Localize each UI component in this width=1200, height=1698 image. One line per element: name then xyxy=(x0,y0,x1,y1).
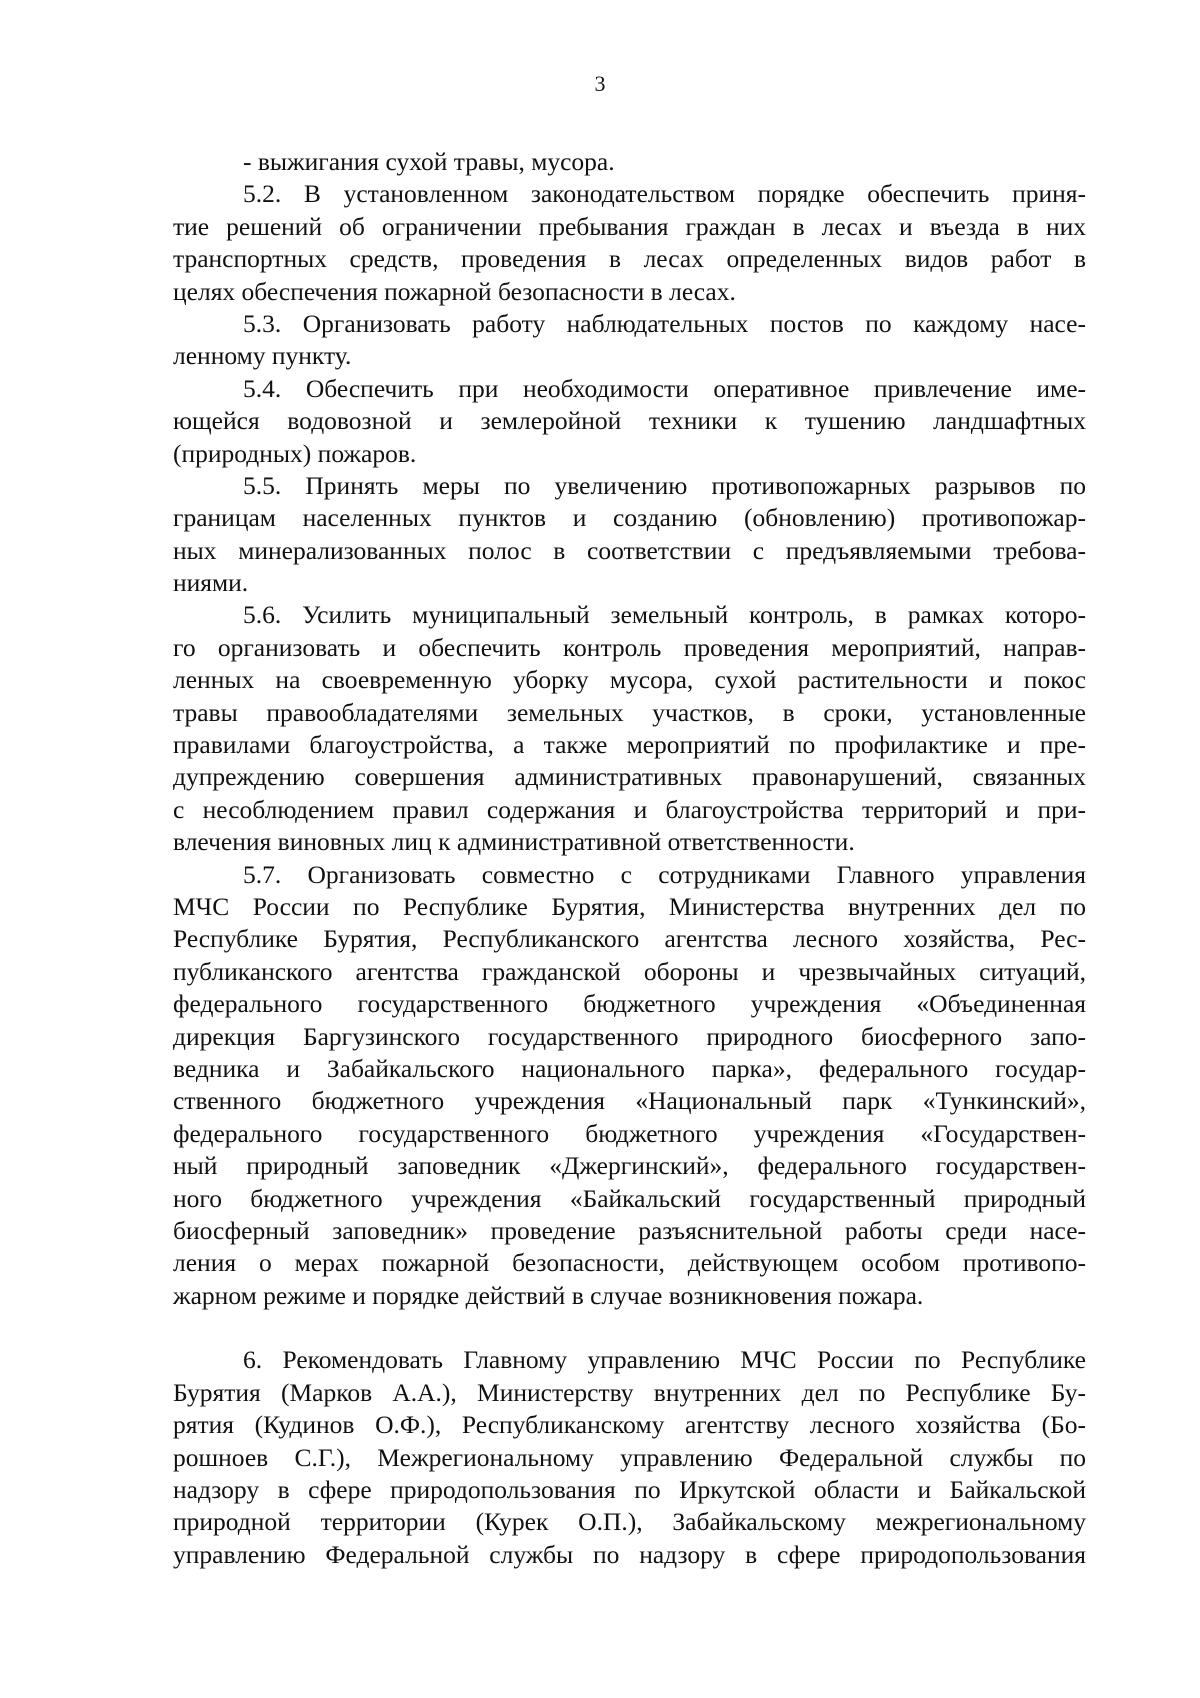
paragraph-5-7-line: Республике Бурятия, Республиканского агентства лесного хозяйства, Рес- xyxy=(173,924,1086,954)
paragraph-5-6-line: дупреждению совершения административных правонарушений, связанных xyxy=(173,762,1086,792)
paragraph-5-6-line: ленных на своевременную уборку мусора, сухой растительности и покос xyxy=(173,665,1086,695)
paragraph-5-5-line: ных минерализованных полос в соответствии с предъявляемыми требова- xyxy=(173,535,1086,565)
paragraph-5-7-line: федерального государственного бюджетного учреждения «Объединенная xyxy=(173,989,1086,1019)
paragraph-5-6-line: 5.6. Усилить муниципальный земельный контроль, в рамках которо- xyxy=(243,600,1086,630)
paragraph-5-3-line: 5.3. Организовать работу наблюдательных постов по каждому насе- xyxy=(243,308,1086,338)
paragraph-6-line: надзору в сфере природопользования по Иркутской области и Байкальской xyxy=(173,1475,1086,1505)
document-body xyxy=(173,146,1086,1571)
paragraph-5-4-line: 5.4. Обеспечить при необходимости оперативное привлечение име- xyxy=(243,373,1086,403)
paragraph-gap xyxy=(173,1312,1086,1344)
paragraph-5-7-line: ведника и Забайкальского национального парка», федерального государ- xyxy=(173,1053,1086,1083)
paragraph-5-6-line: с несоблюдением правил содержания и благоустройства территорий и при- xyxy=(173,794,1086,824)
paragraph-6-line: Бурятия (Марков А.А.), Министерству внутренних дел по Республике Бу- xyxy=(173,1377,1086,1407)
paragraph-5-3-line: ленному пункту. xyxy=(173,341,352,371)
paragraph-5-7-line: ственного бюджетного учреждения «Национальный парк «Тункинский», xyxy=(173,1086,1086,1116)
text-line: - выжигания сухой травы, мусора. xyxy=(243,147,615,176)
paragraph-6-line: природной территории (Курек О.П.), Забайкальскому межрегиональному xyxy=(173,1507,1086,1537)
paragraph-5-6-line: влечения виновных лиц к административной ответственности. xyxy=(173,827,855,857)
paragraph-5-6-line: го организовать и обеспечить контроль проведения мероприятий, направ- xyxy=(173,632,1086,662)
paragraph-6-line: рошноев С.Г.), Межрегиональному управлению Федеральной службы по xyxy=(173,1442,1086,1472)
paragraph-6-line: рятия (Кудинов О.Ф.), Республиканскому агентству лесного хозяйства (Бо- xyxy=(173,1410,1086,1440)
paragraph-5-7-line: биосферный заповедник» проведение разъяснительной работы среди насе- xyxy=(173,1215,1086,1245)
paragraph-5-7-line: 5.7. Организовать совместно с сотрудниками Главного управления xyxy=(243,859,1086,889)
paragraph-5-7-line: МЧС России по Республике Бурятия, Министерства внутренних дел по xyxy=(173,891,1086,921)
paragraph-5-7-line: жарном режиме и порядке действий в случае возникновения пожара. xyxy=(173,1280,924,1310)
paragraph-5-5-line: ниями. xyxy=(173,568,249,598)
paragraph-5-4-line: ющейся водовозной и землеройной техники к тушению ландшафтных xyxy=(173,406,1086,436)
paragraph-5-6-line: правилами благоустройства, а также мероприятий по профилактике и пре- xyxy=(173,730,1086,760)
paragraph-5-2-line: тие решений об ограничении пребывания граждан в лесах и въезда в них xyxy=(173,211,1086,241)
paragraph-5-7-line: дирекция Баргузинского государственного природного биосферного запо- xyxy=(173,1021,1086,1051)
paragraph-6-line: управлению Федеральной службы по надзору в сфере природопользования xyxy=(173,1539,1086,1569)
paragraph-5-5-line: 5.5. Принять меры по увеличению противопожарных разрывов по xyxy=(243,470,1086,500)
paragraph-5-7-line: публиканского агентства гражданской обороны и чрезвычайных ситуаций, xyxy=(173,956,1086,986)
paragraph-5-4-line: (природных) пожаров. xyxy=(173,438,417,468)
paragraph-6-line: 6. Рекомендовать Главному управлению МЧС России по Республике xyxy=(243,1345,1086,1375)
paragraph-5-7-line: ный природный заповедник «Джергинский», федерального государствен- xyxy=(173,1151,1086,1181)
paragraph-5-7-line: ного бюджетного учреждения «Байкальский государственный природный xyxy=(173,1183,1086,1213)
page-number: 3 xyxy=(594,71,606,96)
paragraph-5-2-line: 5.2. В установленном законодательством порядке обеспечить приня- xyxy=(243,179,1086,209)
paragraph-5-7-line: ления о мерах пожарной безопасности, действующем особом противопо- xyxy=(173,1248,1086,1278)
paragraph-5-6-line: травы правообладателями земельных участков, в сроки, установленные xyxy=(173,697,1086,727)
paragraph-5-2-line: целях обеспечения пожарной безопасности в лесах. xyxy=(173,276,736,306)
paragraph-5-2-line: транспортных средств, проведения в лесах определенных видов работ в xyxy=(173,244,1086,274)
paragraph-5-5-line: границам населенных пунктов и созданию (обновлению) противопожар- xyxy=(173,503,1086,533)
paragraph-5-7-line: федерального государственного бюджетного учреждения «Государствен- xyxy=(173,1118,1086,1148)
